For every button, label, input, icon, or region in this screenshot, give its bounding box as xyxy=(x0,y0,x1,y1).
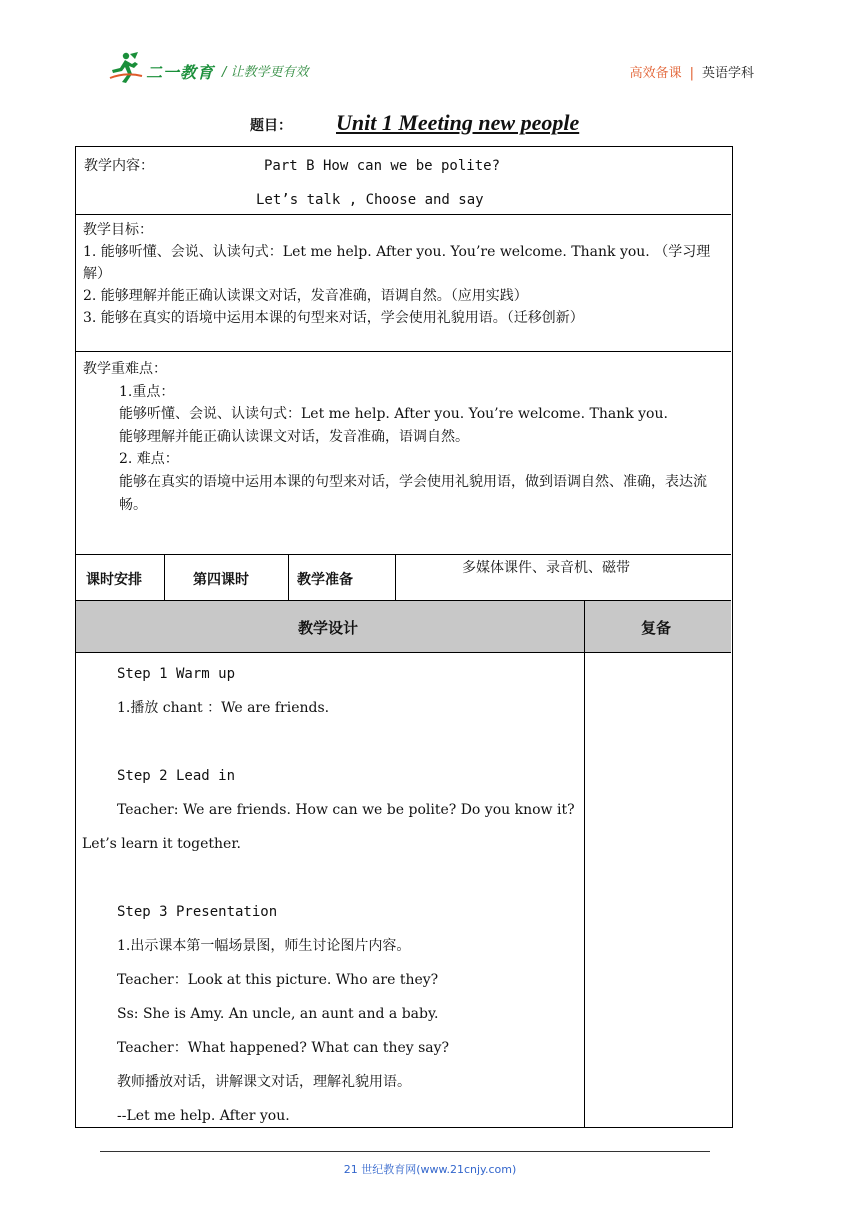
schedule-row xyxy=(76,555,731,601)
teaching-content-row xyxy=(76,147,731,215)
header-right xyxy=(630,62,754,81)
key-item: 能够听懂、会说、认读句式：Let me help. After you. You’re welcome. Thank you. xyxy=(119,406,668,423)
brand-name: 二一教育 xyxy=(146,63,215,82)
key-points-label: 教学重难点： xyxy=(83,361,167,377)
step1-line: 1.播放 chant ：We are friends. xyxy=(117,700,330,716)
design-body-text xyxy=(82,657,577,1133)
design-header-cell xyxy=(76,601,585,652)
schedule-label-cell xyxy=(76,555,165,601)
design-header: 教学设计 xyxy=(298,619,359,637)
blank-line xyxy=(82,861,577,895)
objective-item: 3. 能够在真实的语境中运用本课的句型来对话，学会使用礼貌用语。（迁移创新） xyxy=(83,310,584,326)
step3-line: --Let me help. After you. xyxy=(117,1108,290,1124)
title-label: 题目： xyxy=(250,118,292,134)
key-points-row xyxy=(76,352,731,555)
page-title: Unit 1 Meeting new people xyxy=(336,110,580,135)
design-header-row xyxy=(76,601,731,653)
prep-value: 多媒体课件、录音机、磁带 xyxy=(462,560,630,576)
lesson-plan-table xyxy=(75,146,733,1128)
page-header xyxy=(0,0,860,100)
difficult-label: 2. 难点： xyxy=(119,451,179,468)
prep-value-cell xyxy=(396,555,731,601)
footer-divider xyxy=(100,1151,710,1152)
blank-line xyxy=(82,725,577,759)
teaching-objectives xyxy=(83,219,725,329)
objectives-label: 教学目标： xyxy=(83,222,153,238)
running-man-logo-icon xyxy=(108,50,144,84)
step1-title: Step 1 Warm up xyxy=(117,666,236,682)
teaching-content-line2: Let’s talk , Choose and say xyxy=(256,192,484,208)
step3-line: Ss: She is Amy. An uncle, an aunt and a baby. xyxy=(117,1006,439,1022)
objective-item: 1. 能够听懂、会说、认读句式：Let me help. After you. You’re welcome. Thank you. （学习理解） xyxy=(83,244,711,282)
header-separator: | xyxy=(689,66,694,81)
key-item: 能够理解并能正确认读课文对话，发音准确，语调自然。 xyxy=(119,428,469,445)
schedule-value-cell xyxy=(165,555,289,601)
key-points xyxy=(83,358,725,516)
objective-item: 2. 能够理解并能正确认读课文对话，发音准确，语调自然。（应用实践） xyxy=(83,288,528,304)
difficult-item: 能够在真实的语境中运用本课的句型来对话，学会使用礼貌用语，做到语调自然、准确，表达流畅。 xyxy=(119,473,707,513)
schedule-label: 课时安排 xyxy=(86,572,142,588)
brand-slogan: / 让教学更有效 xyxy=(222,65,309,80)
review-header-cell xyxy=(585,601,731,652)
teaching-content-label: 教学内容： xyxy=(84,158,154,174)
step2-line: Teacher: We are friends. How can we be polite? Do you know it? Let’s learn it together. xyxy=(82,802,575,852)
prep-label-cell xyxy=(289,555,396,601)
step3-line: 1.出示课本第一幅场景图，师生讨论图片内容。 xyxy=(117,938,411,954)
header-subject: 英语学科 xyxy=(701,66,754,81)
title-row xyxy=(0,110,860,136)
review-header: 复备 xyxy=(641,619,672,637)
step3-line: Teacher：Look at this picture. Who are they? xyxy=(117,972,439,988)
key-label: 1.重点： xyxy=(119,383,175,400)
step2-title: Step 2 Lead in xyxy=(117,768,236,784)
teaching-objectives-row xyxy=(76,215,731,352)
step3-title: Step 3 Presentation xyxy=(117,904,278,920)
step3-line: Teacher：What happened? What can they say? xyxy=(117,1040,450,1056)
step3-line: 教师播放对话，讲解课文对话，理解礼貌用语。 xyxy=(117,1074,411,1090)
design-body xyxy=(76,653,585,1127)
schedule-value: 第四课时 xyxy=(193,572,249,588)
header-efficient-prep: 高效备课 xyxy=(629,66,682,81)
footer-text: 21 世纪教育网(www.21cnjy.com) xyxy=(343,1163,517,1176)
teaching-content-line1: Part B How can we be polite? xyxy=(264,158,501,174)
prep-label: 教学准备 xyxy=(297,572,353,588)
